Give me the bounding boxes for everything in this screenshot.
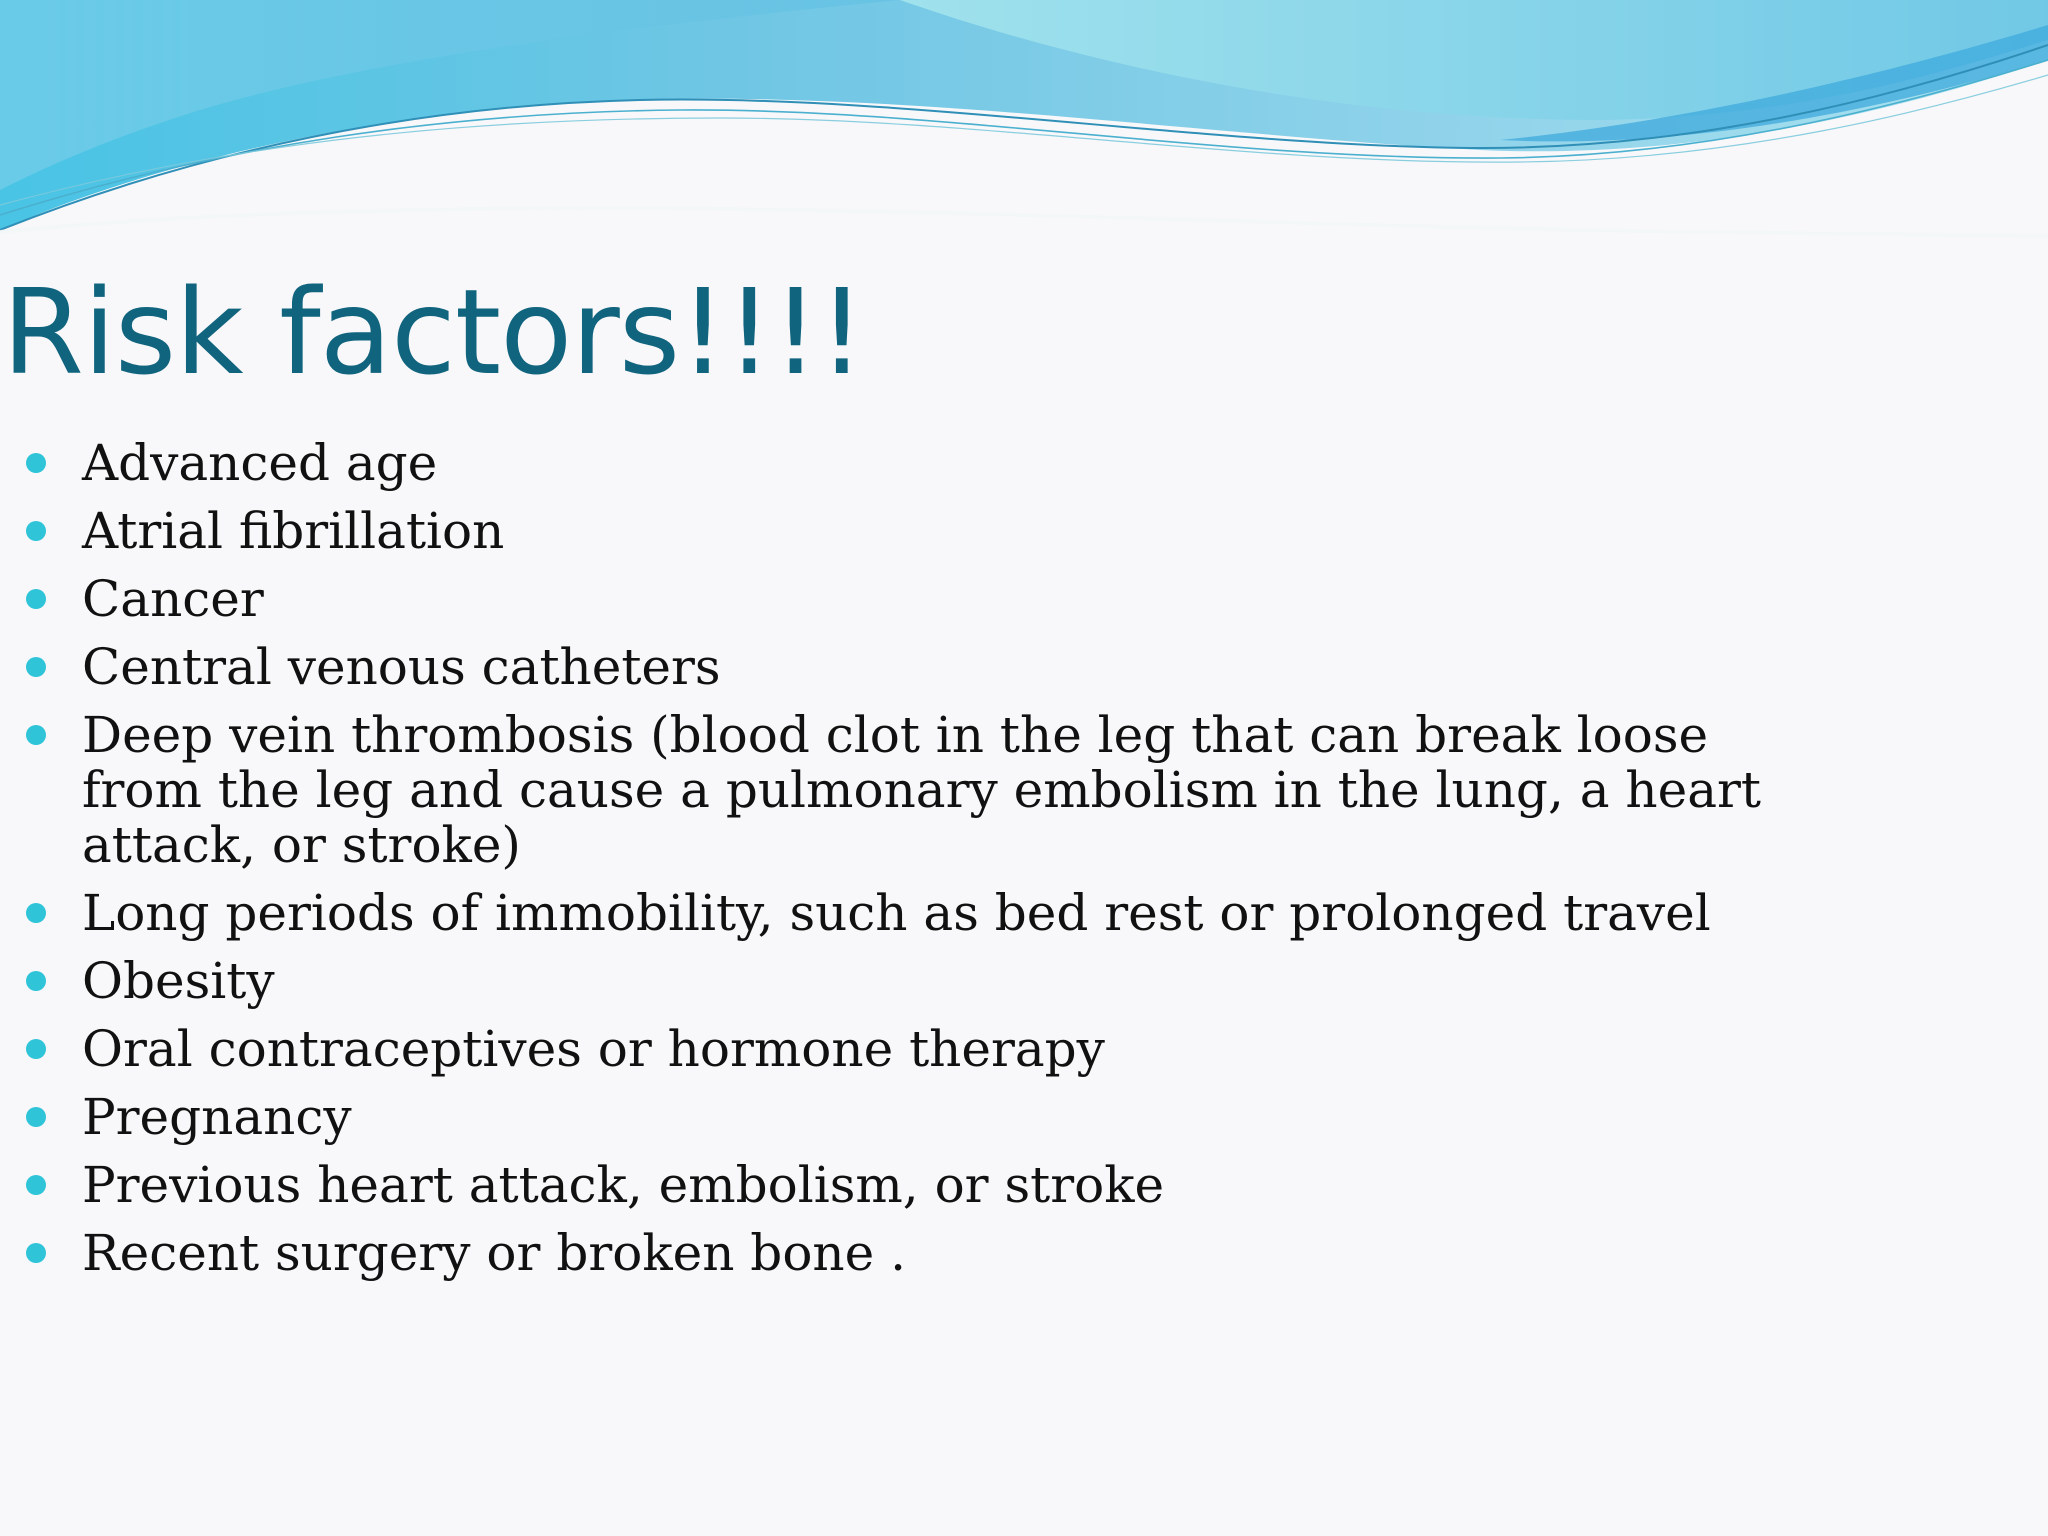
list-item xyxy=(0,1158,1840,1213)
list-item-text: Atrial fibrillation xyxy=(82,502,505,560)
list-item-text: Central venous catheters xyxy=(82,638,721,696)
bullet-dot-icon xyxy=(26,971,46,991)
bullet-dot-icon xyxy=(26,1039,46,1059)
list-item-text: Recent surgery or broken bone . xyxy=(82,1224,906,1282)
risk-factor-list xyxy=(0,436,1840,1294)
bullet-dot-icon xyxy=(26,1175,46,1195)
list-item xyxy=(0,436,1840,491)
list-item xyxy=(0,954,1840,1009)
bullet-dot-icon xyxy=(26,725,46,745)
bullet-dot-icon xyxy=(26,657,46,677)
list-item xyxy=(0,504,1840,559)
list-item-text: Cancer xyxy=(82,570,264,628)
list-item-text: Pregnancy xyxy=(82,1088,352,1146)
list-item xyxy=(0,572,1840,627)
list-item-text: Deep vein thrombosis (blood clot in the leg that can break loose from the leg and cause a pulmonary embolism in the lung, a heart attack, or stroke) xyxy=(82,706,1762,874)
bullet-dot-icon xyxy=(26,1107,46,1127)
list-item xyxy=(0,1226,1840,1281)
list-item-text: Oral contraceptives or hormone therapy xyxy=(82,1020,1105,1078)
list-item xyxy=(0,886,1840,941)
bullet-dot-icon xyxy=(26,453,46,473)
list-item xyxy=(0,1022,1840,1077)
header-wave-decoration xyxy=(0,0,2048,240)
list-item-text: Previous heart attack, embolism, or stroke xyxy=(82,1156,1165,1214)
bullet-dot-icon xyxy=(26,589,46,609)
list-item xyxy=(0,640,1840,695)
list-item-text: Advanced age xyxy=(82,434,438,492)
bullet-dot-icon xyxy=(26,1243,46,1263)
bullet-dot-icon xyxy=(26,521,46,541)
list-item-text: Long periods of immobility, such as bed rest or prolonged travel xyxy=(82,884,1711,942)
list-item xyxy=(0,1090,1840,1145)
list-item xyxy=(0,708,1840,873)
slide-title: Risk factors!!!! xyxy=(2,263,865,401)
list-item-text: Obesity xyxy=(82,952,275,1010)
bullet-dot-icon xyxy=(26,903,46,923)
